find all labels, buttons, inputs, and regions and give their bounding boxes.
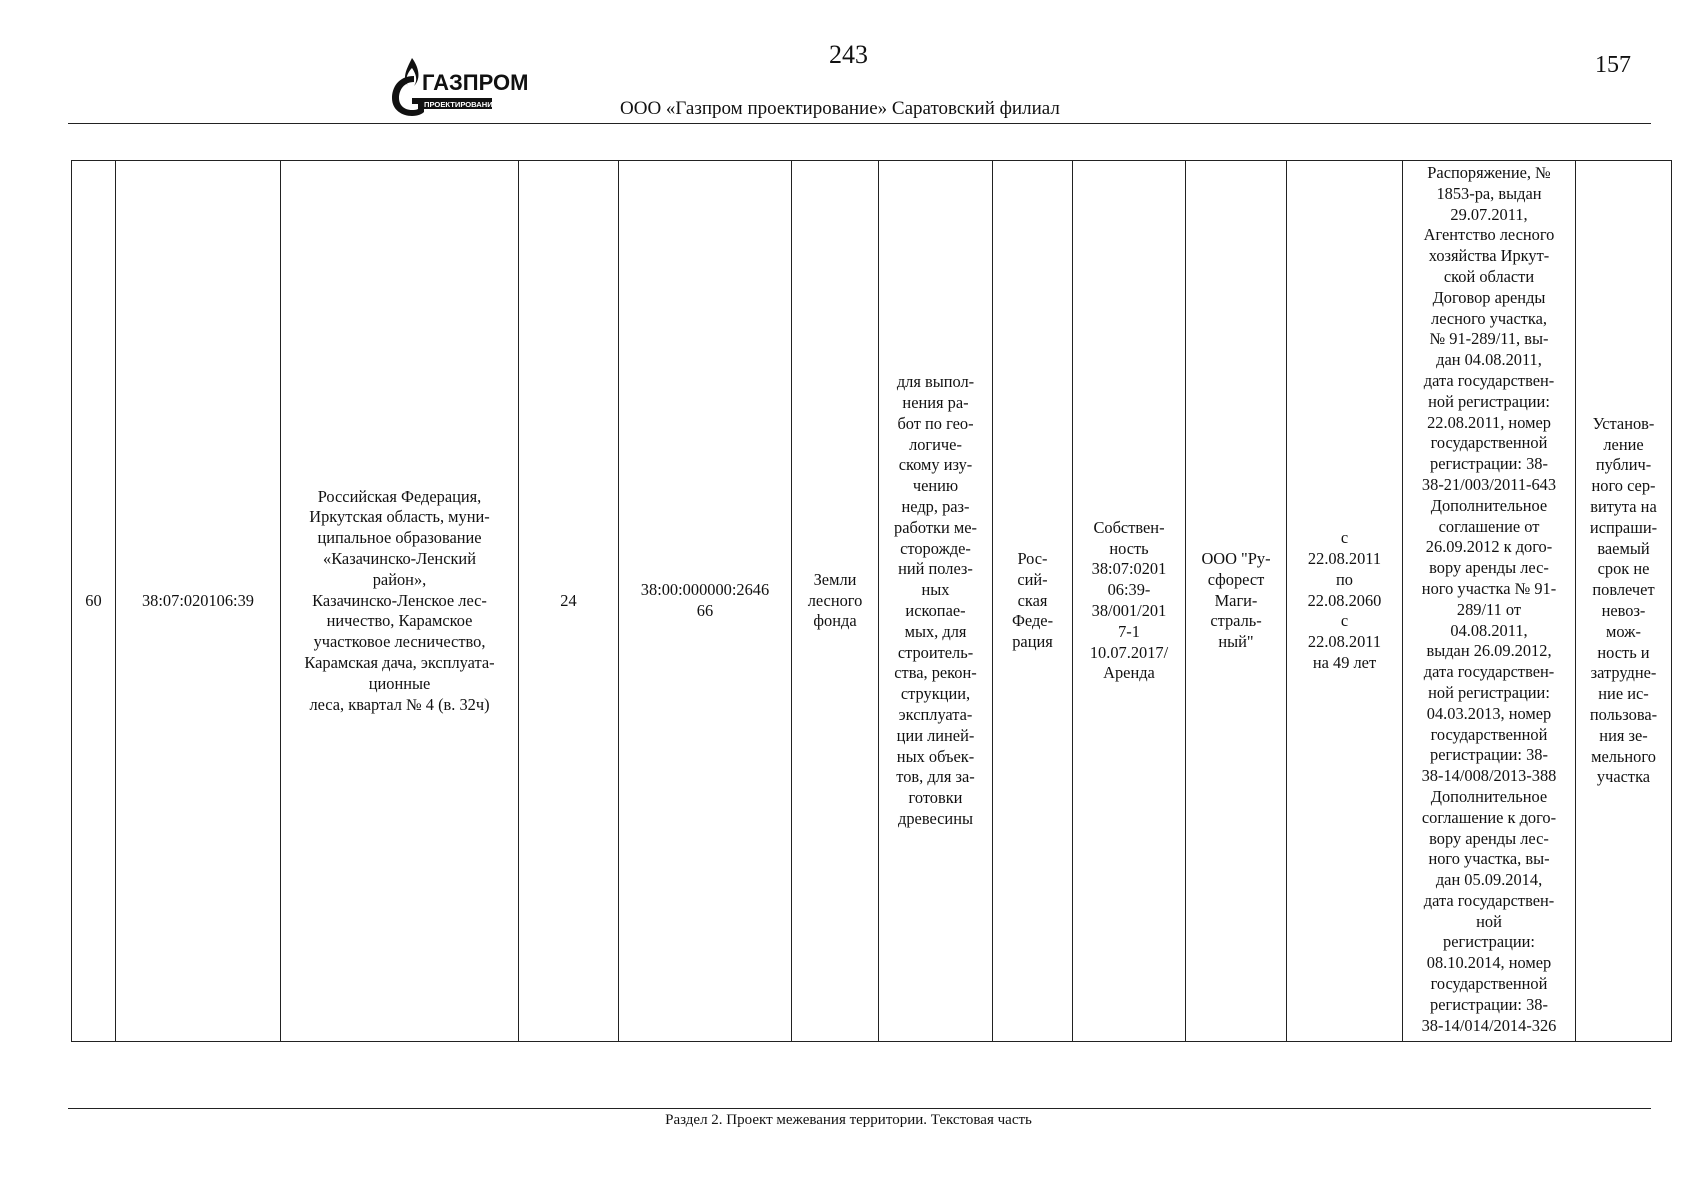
cell-term: с 22.08.2011 по 22.08.2060 с 22.08.2011 на 49 лет bbox=[1287, 161, 1403, 1042]
land-plot-table bbox=[71, 160, 1671, 1042]
cell-right-type: Собствен- ность 38:07:0201 06:39- 38/001/201 7-1 10.07.2017/ Аренда bbox=[1073, 161, 1186, 1042]
footer-text: Раздел 2. Проект межевания территории. Текстовая часть bbox=[665, 1112, 1032, 1128]
cell-servitude-note: Установ- ление публич- ного сер- витута на испраши- ваемый срок не повлечет невоз- мож- ность и затрудне- ние ис- пользова- ния зе- мельного участка bbox=[1576, 161, 1672, 1042]
header-divider bbox=[68, 123, 1651, 124]
cell-documents: Распоряжение, № 1853-ра, выдан 29.07.2011, Агентство лесного хозяйства Иркут- ской области Договор аренды лесного участка, № 91-289/11, вы- дан 04.08.2011, дата государствен- ной регистрации: 22.08.2011, номер государственной регистрации: 38- 38-21/003/2011-643 Дополнительное соглашение от 26.09.2012 к дого- вору аренды лес- ного участка № 91- 289/11 от 04.08.2011, выдан 26.09.2012, дата государствен- ной регистрации: 04.03.2013, номер государственной регистрации: 38- 38-14/008/2013-388 Дополнительное соглашение к дого- вору аренды лес- ного участка, вы- дан 05.09.2014, дата государствен- ной регистрации: 08.10.2014, номер государственной регистрации: 38- 38-14/014/2014-326 bbox=[1403, 161, 1576, 1042]
cell-parent-cadastral: 38:00:000000:2646 66 bbox=[619, 161, 792, 1042]
cell-land-category: Земли лесного фонда bbox=[792, 161, 879, 1042]
footer-divider bbox=[68, 1108, 1651, 1109]
page-number-center: 243 bbox=[829, 40, 868, 69]
gazprom-logo bbox=[386, 54, 529, 120]
cell-row-number: 60 bbox=[72, 161, 116, 1042]
svg-text:ГАЗПРОМ: ГАЗПРОМ bbox=[422, 70, 529, 95]
cell-right-holder: ООО "Ру- сфорест Маги- страль- ный" bbox=[1186, 161, 1287, 1042]
page-number-right: 157 bbox=[1595, 52, 1631, 78]
cell-address: Российская Федерация, Иркутская область, муни- ципальное образование «Казачинско-Ленский район», Казачинско-Ленское лес- ничество, Карамское участковое лесничество, Карамская дача, эксплуата- ционные леса, квартал № 4 (в. 32ч) bbox=[281, 161, 519, 1042]
cell-cadastral-number: 38:07:020106:39 bbox=[116, 161, 281, 1042]
company-header: ООО «Газпром проектирование» Саратовский филиал bbox=[620, 98, 1060, 119]
cell-owner: Рос- сий- ская Феде- рация bbox=[993, 161, 1073, 1042]
cell-permitted-use: для выпол- нения ра- бот по гео- логиче- скому изу- чению недр, раз- работки ме- сторожде- ний полез- ных ископае- мых, для строитель- ства, рекон- струкции, эксплуата- ции линей- ных объек- тов, для за- готовки древесины bbox=[879, 161, 993, 1042]
table-row bbox=[72, 161, 1672, 1042]
cell-area: 24 bbox=[519, 161, 619, 1042]
svg-text:ПРОЕКТИРОВАНИЕ: ПРОЕКТИРОВАНИЕ bbox=[424, 100, 498, 109]
